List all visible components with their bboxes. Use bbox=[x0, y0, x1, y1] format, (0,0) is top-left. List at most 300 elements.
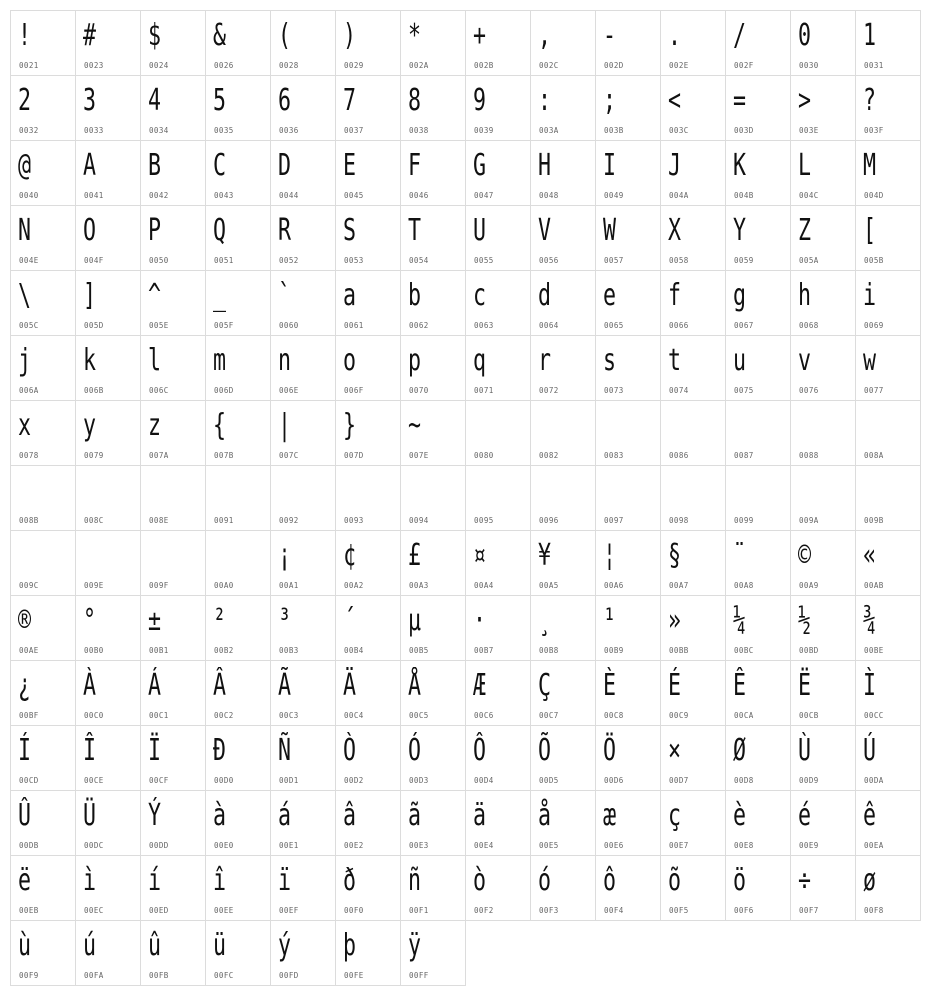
glyph-code: 00EB bbox=[19, 906, 39, 915]
glyph-code: 00EF bbox=[279, 906, 299, 915]
glyph-code: 002C bbox=[539, 61, 559, 70]
glyph-cell bbox=[400, 465, 466, 531]
glyph-char: Ø bbox=[733, 733, 747, 768]
glyph-char: W bbox=[603, 213, 617, 248]
glyph-char: Ê bbox=[733, 668, 747, 703]
glyph-cell bbox=[790, 725, 856, 791]
glyph-cell bbox=[725, 10, 791, 76]
glyph-cell bbox=[400, 530, 466, 596]
glyph-code: 0083 bbox=[604, 451, 624, 460]
glyph-cell bbox=[595, 855, 661, 921]
glyph-cell bbox=[725, 595, 791, 661]
glyph-char: D bbox=[278, 148, 292, 183]
glyph-char: ² bbox=[213, 603, 227, 638]
glyph-char: ` bbox=[278, 278, 292, 313]
glyph-code: 0063 bbox=[474, 321, 494, 330]
glyph-code: 008E bbox=[149, 516, 169, 525]
glyph-char: ¹ bbox=[603, 603, 617, 638]
glyph-cell bbox=[400, 140, 466, 206]
glyph-cell bbox=[140, 595, 206, 661]
glyph-char: . bbox=[668, 18, 682, 53]
glyph-char: # bbox=[83, 18, 97, 53]
glyph-cell bbox=[725, 660, 791, 726]
glyph-cell bbox=[205, 270, 271, 336]
glyph-code: 0078 bbox=[19, 451, 39, 460]
glyph-code: 00AE bbox=[19, 646, 39, 655]
glyph-cell bbox=[530, 855, 596, 921]
glyph-char: / bbox=[733, 18, 747, 53]
glyph-code: 0071 bbox=[474, 386, 494, 395]
glyph-code: 002B bbox=[474, 61, 494, 70]
glyph-char: ½ bbox=[798, 603, 812, 638]
glyph-code: 0062 bbox=[409, 321, 429, 330]
glyph-char: i bbox=[863, 278, 877, 313]
glyph-code: 008B bbox=[19, 516, 39, 525]
glyph-char: ¥ bbox=[538, 538, 552, 573]
glyph-cell bbox=[790, 790, 856, 856]
glyph-char: R bbox=[278, 213, 292, 248]
glyph-code: 00F4 bbox=[604, 906, 624, 915]
glyph-code: 005F bbox=[214, 321, 234, 330]
glyph-char: ¼ bbox=[733, 603, 747, 638]
glyph-char: [ bbox=[863, 213, 877, 248]
glyph-code: 00CC bbox=[864, 711, 884, 720]
glyph-char: ¸ bbox=[538, 603, 552, 638]
glyph-code: 0055 bbox=[474, 256, 494, 265]
glyph-code: 005B bbox=[864, 256, 884, 265]
glyph-code: 00D0 bbox=[214, 776, 234, 785]
glyph-code: 00F6 bbox=[734, 906, 754, 915]
glyph-char: á bbox=[278, 798, 292, 833]
glyph-char: k bbox=[83, 343, 97, 378]
glyph-char: ù bbox=[18, 928, 32, 963]
glyph-code: 00E8 bbox=[734, 841, 754, 850]
glyph-char: Z bbox=[798, 213, 812, 248]
glyph-cell bbox=[140, 855, 206, 921]
glyph-code: 007E bbox=[409, 451, 429, 460]
glyph-cell bbox=[400, 205, 466, 271]
glyph-cell bbox=[465, 205, 531, 271]
glyph-char: 1 bbox=[863, 18, 877, 53]
glyph-code: 00E6 bbox=[604, 841, 624, 850]
glyph-code: 0093 bbox=[344, 516, 364, 525]
glyph-code: 00FB bbox=[149, 971, 169, 980]
glyph-cell bbox=[205, 790, 271, 856]
glyph-code: 0047 bbox=[474, 191, 494, 200]
glyph-cell bbox=[270, 10, 336, 76]
glyph-code: 007C bbox=[279, 451, 299, 460]
glyph-code: 0042 bbox=[149, 191, 169, 200]
glyph-cell bbox=[140, 205, 206, 271]
glyph-cell bbox=[400, 855, 466, 921]
glyph-code: 00D6 bbox=[604, 776, 624, 785]
glyph-code: 008A bbox=[864, 451, 884, 460]
glyph-code: 0044 bbox=[279, 191, 299, 200]
glyph-char: T bbox=[408, 213, 422, 248]
glyph-char: ó bbox=[538, 863, 552, 898]
glyph-cell bbox=[790, 140, 856, 206]
glyph-code: 00C5 bbox=[409, 711, 429, 720]
glyph-code: 0057 bbox=[604, 256, 624, 265]
glyph-cell bbox=[725, 335, 791, 401]
glyph-cell bbox=[335, 920, 401, 986]
glyph-code: 0080 bbox=[474, 451, 494, 460]
glyph-code: 00CD bbox=[19, 776, 39, 785]
glyph-code: 0040 bbox=[19, 191, 39, 200]
glyph-char: Ã bbox=[278, 668, 292, 703]
glyph-char: ¤ bbox=[473, 538, 487, 573]
glyph-code: 0077 bbox=[864, 386, 884, 395]
glyph-code: 0092 bbox=[279, 516, 299, 525]
glyph-cell bbox=[140, 530, 206, 596]
glyph-char: e bbox=[603, 278, 617, 313]
glyph-code: 007A bbox=[149, 451, 169, 460]
glyph-code: 00E7 bbox=[669, 841, 689, 850]
glyph-cell bbox=[400, 920, 466, 986]
glyph-char: Æ bbox=[473, 668, 487, 703]
glyph-char: 9 bbox=[473, 83, 487, 118]
glyph-code: 0067 bbox=[734, 321, 754, 330]
glyph-code: 0070 bbox=[409, 386, 429, 395]
glyph-char: o bbox=[343, 343, 357, 378]
glyph-char: Ò bbox=[343, 733, 357, 768]
glyph-cell bbox=[660, 790, 726, 856]
glyph-char: í bbox=[148, 863, 162, 898]
glyph-code: 0036 bbox=[279, 126, 299, 135]
glyph-char: + bbox=[473, 18, 487, 53]
glyph-code: 00A6 bbox=[604, 581, 624, 590]
glyph-code: 004A bbox=[669, 191, 689, 200]
glyph-cell bbox=[530, 75, 596, 141]
glyph-cell bbox=[465, 725, 531, 791]
glyph-char: ¾ bbox=[863, 603, 877, 638]
glyph-char: $ bbox=[148, 18, 162, 53]
glyph-code: 004D bbox=[864, 191, 884, 200]
glyph-char: B bbox=[148, 148, 162, 183]
glyph-cell bbox=[790, 205, 856, 271]
glyph-char: 8 bbox=[408, 83, 422, 118]
glyph-code: 00EC bbox=[84, 906, 104, 915]
glyph-char: ý bbox=[278, 928, 292, 963]
glyph-cell bbox=[725, 725, 791, 791]
glyph-cell bbox=[205, 465, 271, 531]
glyph-cell bbox=[855, 10, 921, 76]
glyph-char: Á bbox=[148, 668, 162, 703]
glyph-code: 00B2 bbox=[214, 646, 234, 655]
glyph-char: « bbox=[863, 538, 877, 573]
glyph-code: 009A bbox=[799, 516, 819, 525]
glyph-cell bbox=[205, 10, 271, 76]
glyph-char: | bbox=[278, 408, 292, 443]
glyph-code: 0021 bbox=[19, 61, 39, 70]
glyph-cell bbox=[790, 335, 856, 401]
glyph-cell bbox=[595, 140, 661, 206]
glyph-char: å bbox=[538, 798, 552, 833]
glyph-code: 00BF bbox=[19, 711, 39, 720]
glyph-code: 0097 bbox=[604, 516, 624, 525]
glyph-code: 0060 bbox=[279, 321, 299, 330]
glyph-char: ³ bbox=[278, 603, 292, 638]
glyph-code: 00F3 bbox=[539, 906, 559, 915]
glyph-char: < bbox=[668, 83, 682, 118]
glyph-cell bbox=[140, 75, 206, 141]
glyph-cell bbox=[595, 270, 661, 336]
glyph-code: 0039 bbox=[474, 126, 494, 135]
glyph-char: · bbox=[473, 603, 487, 638]
glyph-code: 00ED bbox=[149, 906, 169, 915]
glyph-code: 0075 bbox=[734, 386, 754, 395]
glyph-cell bbox=[595, 595, 661, 661]
glyph-cell bbox=[75, 725, 141, 791]
glyph-cell bbox=[725, 205, 791, 271]
glyph-char: P bbox=[148, 213, 162, 248]
glyph-cell bbox=[595, 400, 661, 466]
glyph-code: 00F7 bbox=[799, 906, 819, 915]
glyph-char: ? bbox=[863, 83, 877, 118]
glyph-char: I bbox=[603, 148, 617, 183]
glyph-char: § bbox=[668, 538, 682, 573]
glyph-code: 0066 bbox=[669, 321, 689, 330]
glyph-char: ô bbox=[603, 863, 617, 898]
glyph-char: Ö bbox=[603, 733, 617, 768]
glyph-code: 00E3 bbox=[409, 841, 429, 850]
glyph-code: 00A1 bbox=[279, 581, 299, 590]
glyph-cell bbox=[140, 660, 206, 726]
glyph-code: 0064 bbox=[539, 321, 559, 330]
glyph-char: Ç bbox=[538, 668, 552, 703]
glyph-cell bbox=[660, 140, 726, 206]
glyph-char: û bbox=[148, 928, 162, 963]
glyph-cell bbox=[400, 790, 466, 856]
glyph-char: d bbox=[538, 278, 552, 313]
glyph-cell bbox=[205, 595, 271, 661]
glyph-cell bbox=[595, 725, 661, 791]
glyph-code: 0076 bbox=[799, 386, 819, 395]
glyph-char: = bbox=[733, 83, 747, 118]
glyph-cell bbox=[75, 595, 141, 661]
glyph-cell bbox=[75, 335, 141, 401]
glyph-char: Ì bbox=[863, 668, 877, 703]
glyph-code: 0058 bbox=[669, 256, 689, 265]
glyph-cell bbox=[10, 530, 76, 596]
glyph-cell bbox=[75, 400, 141, 466]
glyph-cell bbox=[10, 660, 76, 726]
glyph-char: ! bbox=[18, 18, 32, 53]
glyph-code: 0068 bbox=[799, 321, 819, 330]
glyph-cell bbox=[725, 140, 791, 206]
glyph-char: \ bbox=[18, 278, 32, 313]
glyph-char: Ð bbox=[213, 733, 227, 768]
glyph-code: 0023 bbox=[84, 61, 104, 70]
glyph-cell bbox=[595, 75, 661, 141]
glyph-char: t bbox=[668, 343, 682, 378]
glyph-code: 00CB bbox=[799, 711, 819, 720]
glyph-code: 00E2 bbox=[344, 841, 364, 850]
glyph-cell bbox=[465, 400, 531, 466]
glyph-cell bbox=[725, 790, 791, 856]
glyph-char: À bbox=[83, 668, 97, 703]
glyph-cell bbox=[855, 205, 921, 271]
glyph-cell bbox=[75, 205, 141, 271]
glyph-char: j bbox=[18, 343, 32, 378]
glyph-char: Ï bbox=[148, 733, 162, 768]
glyph-cell bbox=[140, 725, 206, 791]
glyph-char: õ bbox=[668, 863, 682, 898]
glyph-cell bbox=[595, 335, 661, 401]
glyph-cell bbox=[595, 530, 661, 596]
glyph-char: µ bbox=[408, 603, 422, 638]
glyph-cell bbox=[790, 270, 856, 336]
glyph-cell bbox=[660, 530, 726, 596]
glyph-cell bbox=[530, 140, 596, 206]
glyph-cell bbox=[10, 855, 76, 921]
glyph-code: 0033 bbox=[84, 126, 104, 135]
glyph-cell bbox=[530, 790, 596, 856]
glyph-char: w bbox=[863, 343, 877, 378]
glyph-cell bbox=[10, 465, 76, 531]
glyph-code: 00BD bbox=[799, 646, 819, 655]
glyph-cell bbox=[725, 400, 791, 466]
glyph-char: h bbox=[798, 278, 812, 313]
glyph-cell bbox=[530, 10, 596, 76]
glyph-char: s bbox=[603, 343, 617, 378]
glyph-cell bbox=[335, 595, 401, 661]
glyph-code: 002F bbox=[734, 61, 754, 70]
glyph-cell bbox=[335, 660, 401, 726]
glyph-cell bbox=[855, 140, 921, 206]
glyph-cell bbox=[140, 335, 206, 401]
glyph-char: ( bbox=[278, 18, 292, 53]
glyph-char: ü bbox=[213, 928, 227, 963]
glyph-char: Õ bbox=[538, 733, 552, 768]
glyph-code: 00D3 bbox=[409, 776, 429, 785]
glyph-char: q bbox=[473, 343, 487, 378]
glyph-code: 0079 bbox=[84, 451, 104, 460]
glyph-cell bbox=[270, 530, 336, 596]
glyph-code: 0049 bbox=[604, 191, 624, 200]
glyph-cell bbox=[140, 10, 206, 76]
glyph-code: 007B bbox=[214, 451, 234, 460]
glyph-char: ^ bbox=[148, 278, 162, 313]
glyph-code: 00D8 bbox=[734, 776, 754, 785]
glyph-cell bbox=[530, 465, 596, 531]
glyph-code: 00C9 bbox=[669, 711, 689, 720]
glyph-char: G bbox=[473, 148, 487, 183]
glyph-code: 0069 bbox=[864, 321, 884, 330]
glyph-cell bbox=[10, 595, 76, 661]
glyph-char: J bbox=[668, 148, 682, 183]
glyph-code: 00F8 bbox=[864, 906, 884, 915]
glyph-cell bbox=[335, 855, 401, 921]
glyph-char: ÿ bbox=[408, 928, 422, 963]
glyph-cell bbox=[75, 660, 141, 726]
glyph-cell bbox=[530, 270, 596, 336]
glyph-char: Û bbox=[18, 798, 32, 833]
glyph-cell bbox=[660, 75, 726, 141]
glyph-code: 00C2 bbox=[214, 711, 234, 720]
glyph-cell bbox=[530, 595, 596, 661]
glyph-code: 00B9 bbox=[604, 646, 624, 655]
glyph-cell bbox=[595, 465, 661, 531]
glyph-char: ê bbox=[863, 798, 877, 833]
glyph-code: 00C8 bbox=[604, 711, 624, 720]
glyph-code: 0065 bbox=[604, 321, 624, 330]
glyph-code: 005D bbox=[84, 321, 104, 330]
glyph-char: E bbox=[343, 148, 357, 183]
glyph-cell bbox=[465, 10, 531, 76]
glyph-code: 0073 bbox=[604, 386, 624, 395]
glyph-char: ò bbox=[473, 863, 487, 898]
glyph-code: 006E bbox=[279, 386, 299, 395]
glyph-char: V bbox=[538, 213, 552, 248]
glyph-char: ¡ bbox=[278, 538, 292, 573]
glyph-cell bbox=[400, 75, 466, 141]
glyph-code: 006F bbox=[344, 386, 364, 395]
glyph-char: m bbox=[213, 343, 227, 378]
glyph-char: Ó bbox=[408, 733, 422, 768]
glyph-code: 008C bbox=[84, 516, 104, 525]
glyph-code: 002A bbox=[409, 61, 429, 70]
glyph-cell bbox=[270, 400, 336, 466]
glyph-code: 00FF bbox=[409, 971, 429, 980]
glyph-cell bbox=[335, 465, 401, 531]
glyph-char: Í bbox=[18, 733, 32, 768]
glyph-char: ] bbox=[83, 278, 97, 313]
glyph-char: Ñ bbox=[278, 733, 292, 768]
glyph-cell bbox=[660, 10, 726, 76]
glyph-code: 00A5 bbox=[539, 581, 559, 590]
glyph-cell bbox=[335, 140, 401, 206]
glyph-cell bbox=[335, 270, 401, 336]
glyph-char: Ô bbox=[473, 733, 487, 768]
glyph-code: 00A7 bbox=[669, 581, 689, 590]
glyph-char: 6 bbox=[278, 83, 292, 118]
glyph-char: g bbox=[733, 278, 747, 313]
glyph-cell bbox=[75, 790, 141, 856]
glyph-cell bbox=[140, 270, 206, 336]
glyph-code: 005C bbox=[19, 321, 39, 330]
glyph-code: 004E bbox=[19, 256, 39, 265]
glyph-code: 00FE bbox=[344, 971, 364, 980]
glyph-code: 00FD bbox=[279, 971, 299, 980]
glyph-code: 0034 bbox=[149, 126, 169, 135]
glyph-code: 009E bbox=[84, 581, 104, 590]
glyph-cell bbox=[465, 660, 531, 726]
glyph-code: 006C bbox=[149, 386, 169, 395]
glyph-code: 0050 bbox=[149, 256, 169, 265]
glyph-code: 0094 bbox=[409, 516, 429, 525]
glyph-cell bbox=[465, 530, 531, 596]
glyph-code: 0098 bbox=[669, 516, 689, 525]
glyph-cell bbox=[75, 270, 141, 336]
glyph-code: 00B8 bbox=[539, 646, 559, 655]
glyph-char: } bbox=[343, 408, 357, 443]
glyph-cell bbox=[400, 335, 466, 401]
glyph-cell bbox=[530, 725, 596, 791]
glyph-char: È bbox=[603, 668, 617, 703]
glyph-char: ð bbox=[343, 863, 357, 898]
glyph-char: ) bbox=[343, 18, 357, 53]
glyph-code: 00EA bbox=[864, 841, 884, 850]
glyph-char: @ bbox=[18, 148, 32, 183]
glyph-cell bbox=[75, 10, 141, 76]
glyph-code: 003A bbox=[539, 126, 559, 135]
glyph-cell bbox=[205, 855, 271, 921]
glyph-cell bbox=[855, 790, 921, 856]
glyph-code: 00B3 bbox=[279, 646, 299, 655]
glyph-char: â bbox=[343, 798, 357, 833]
glyph-char: æ bbox=[603, 798, 617, 833]
